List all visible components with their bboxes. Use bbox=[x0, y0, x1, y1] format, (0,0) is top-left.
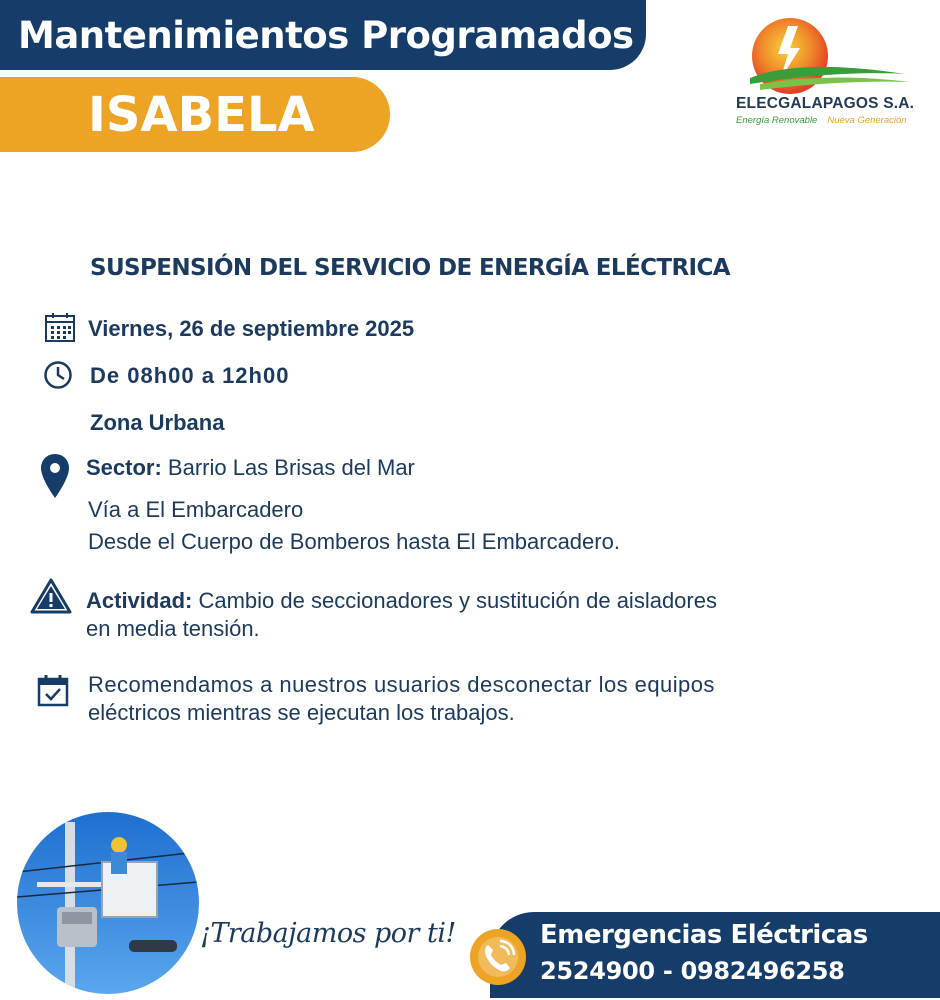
title-banner bbox=[0, 0, 646, 70]
clock-icon bbox=[43, 360, 73, 390]
logo-tagline-right: Nueva Generación bbox=[827, 115, 907, 126]
warning-icon bbox=[30, 578, 72, 614]
activity-value-cont: en media tensión. bbox=[86, 616, 260, 641]
town-banner bbox=[0, 77, 390, 152]
calendar-check-icon bbox=[37, 673, 69, 707]
activity-line bbox=[86, 588, 717, 614]
recommendation-line2: eléctricos mientras se ejecutan los trabajos. bbox=[88, 700, 515, 725]
route-detail: Desde el Cuerpo de Bomberos hasta El Embarcadero. bbox=[88, 529, 620, 554]
slogan: ¡Trabajamos por ti! bbox=[200, 918, 456, 949]
logo-name: ELECGALAPAGOS S.A. bbox=[736, 95, 915, 112]
logo-tagline bbox=[736, 115, 907, 126]
activity-label: Actividad: bbox=[86, 588, 193, 613]
emergency-title: Emergencias Eléctricas bbox=[540, 920, 868, 950]
phone-badge bbox=[470, 929, 526, 985]
company-logo bbox=[730, 18, 930, 130]
outage-zone: Zona Urbana bbox=[90, 410, 225, 435]
sector-line bbox=[86, 455, 415, 481]
page-title: Mantenimientos Programados bbox=[18, 13, 634, 57]
sector-value: Barrio Las Brisas del Mar bbox=[161, 455, 415, 480]
sun-lightning-logo-icon bbox=[730, 18, 930, 98]
logo-tagline-left: Energía Renovable bbox=[736, 115, 818, 126]
recommendation-line1: Recomendamos a nuestros usuarios desconectar los equipos bbox=[88, 672, 715, 697]
emergency-banner bbox=[490, 912, 940, 998]
activity-value: Cambio de seccionadores y sustitución de aisladores bbox=[192, 588, 717, 613]
calendar-icon bbox=[44, 311, 76, 343]
notice-headline: SUSPENSIÓN DEL SERVICIO DE ENERGÍA ELÉCTRICA bbox=[90, 255, 730, 281]
outage-date: Viernes, 26 de septiembre 2025 bbox=[88, 316, 415, 341]
outage-time: De 08h00 a 12h00 bbox=[90, 363, 290, 388]
route: Vía a El Embarcadero bbox=[88, 497, 304, 522]
sector-label: Sector: bbox=[86, 455, 162, 480]
lineman-photo bbox=[17, 812, 199, 994]
phone-icon bbox=[470, 929, 526, 985]
town-name: ISABELA bbox=[88, 86, 315, 143]
location-pin-icon bbox=[40, 453, 70, 499]
emergency-phones[interactable]: 2524900 - 0982496258 bbox=[540, 957, 845, 985]
